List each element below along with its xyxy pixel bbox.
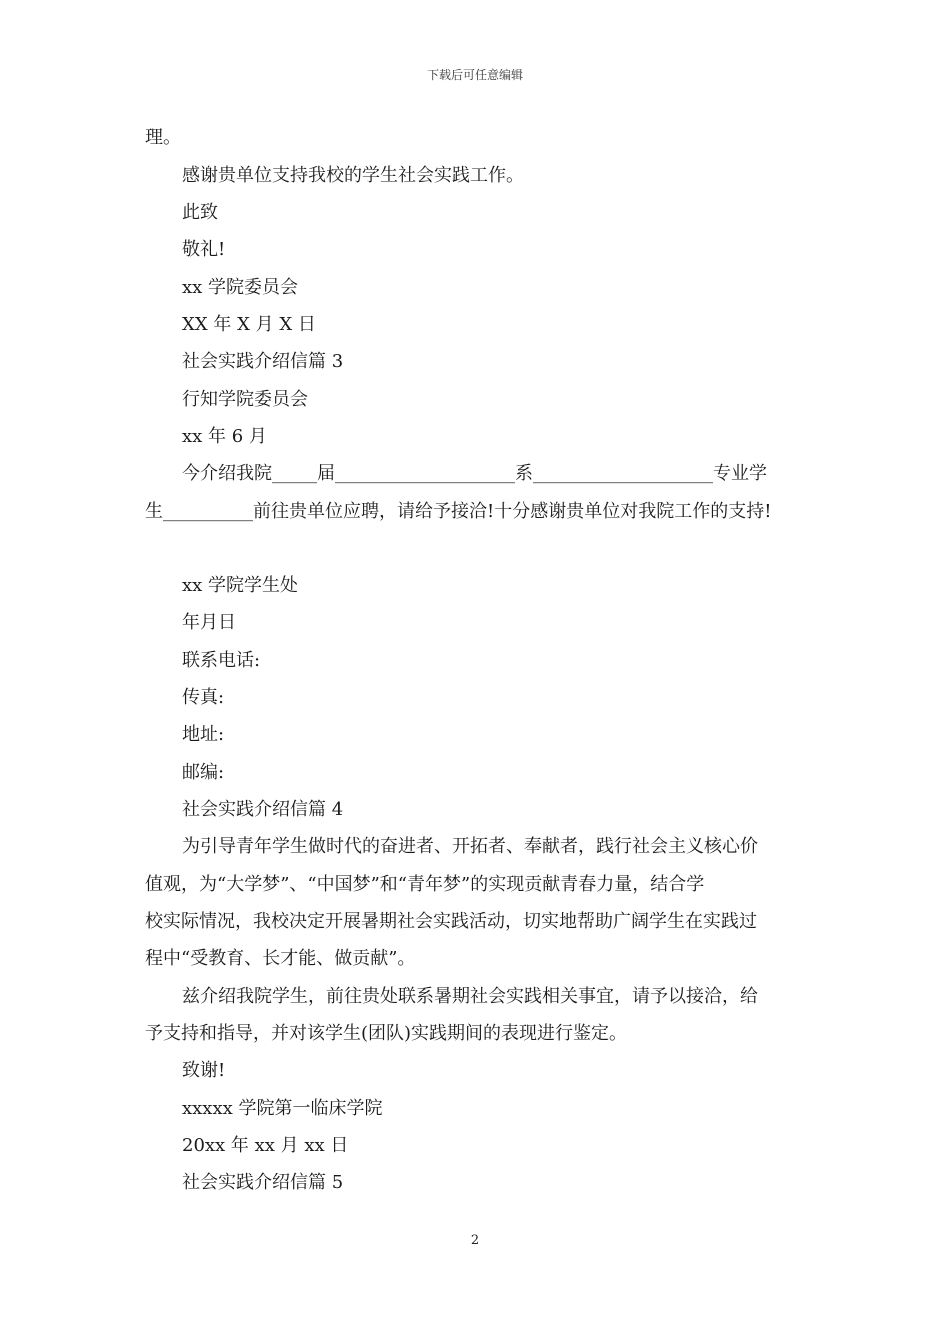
- text-line: 地址:: [182, 724, 225, 745]
- text-line: 传真:: [182, 687, 225, 708]
- text-line: 程中“受教育、长才能、做贡献”。: [145, 948, 416, 969]
- text-line: 年月日: [182, 612, 236, 633]
- text-line: 校实际情况，我校决定开展暑期社会实践活动，切实地帮助广阔学生在实践过: [145, 911, 757, 932]
- text-line: 邮编:: [182, 762, 225, 783]
- text-line: 致谢!: [182, 1060, 226, 1081]
- section-heading: 社会实践介绍信篇 3: [182, 351, 344, 372]
- text-line: xx 年 6 月: [182, 426, 267, 447]
- text-line: 行知学院委员会: [182, 389, 308, 410]
- text-line: 理。: [145, 127, 181, 148]
- text-line: 此致: [182, 202, 218, 223]
- text-line: 敬礼!: [182, 239, 226, 260]
- section-heading: 社会实践介绍信篇 4: [182, 799, 344, 820]
- page-number: 2: [470, 1233, 480, 1248]
- text-line: xx 学院学生处: [182, 575, 299, 596]
- section-heading: 社会实践介绍信篇 5: [182, 1172, 344, 1193]
- text-line: 为引导青年学生做时代的奋进者、开拓者、奉献者，践行社会主义核心价: [182, 836, 758, 857]
- page-header-note: 下载后可任意编辑: [426, 68, 523, 82]
- text-line: 感谢贵单位支持我校的学生社会实践工作。: [182, 165, 524, 186]
- text-line: 值观，为“大学梦”、“中国梦”和“青年梦”的实现贡献青春力量，结合学: [145, 874, 705, 895]
- text-line: 兹介绍我院学生，前往贵处联系暑期社会实践相关事宜，请予以接洽，给: [182, 986, 758, 1007]
- text-line: XX 年 X 月 X 日: [182, 314, 316, 335]
- text-line: 20xx 年 xx 月 xx 日: [182, 1135, 349, 1156]
- text-line: xx 学院委员会: [182, 277, 299, 298]
- text-line: 联系电话:: [182, 650, 261, 671]
- text-line: 今介绍我院_____届____________________系____________________专业学: [182, 463, 767, 484]
- text-line: 生__________前往贵单位应聘，请给予接洽!十分感谢贵单位对我院工作的支持!: [145, 501, 772, 522]
- text-line: 予支持和指导，并对该学生(团队)实践期间的表现进行鉴定。: [145, 1023, 628, 1044]
- text-line: xxxxx 学院第一临床学院: [182, 1098, 383, 1119]
